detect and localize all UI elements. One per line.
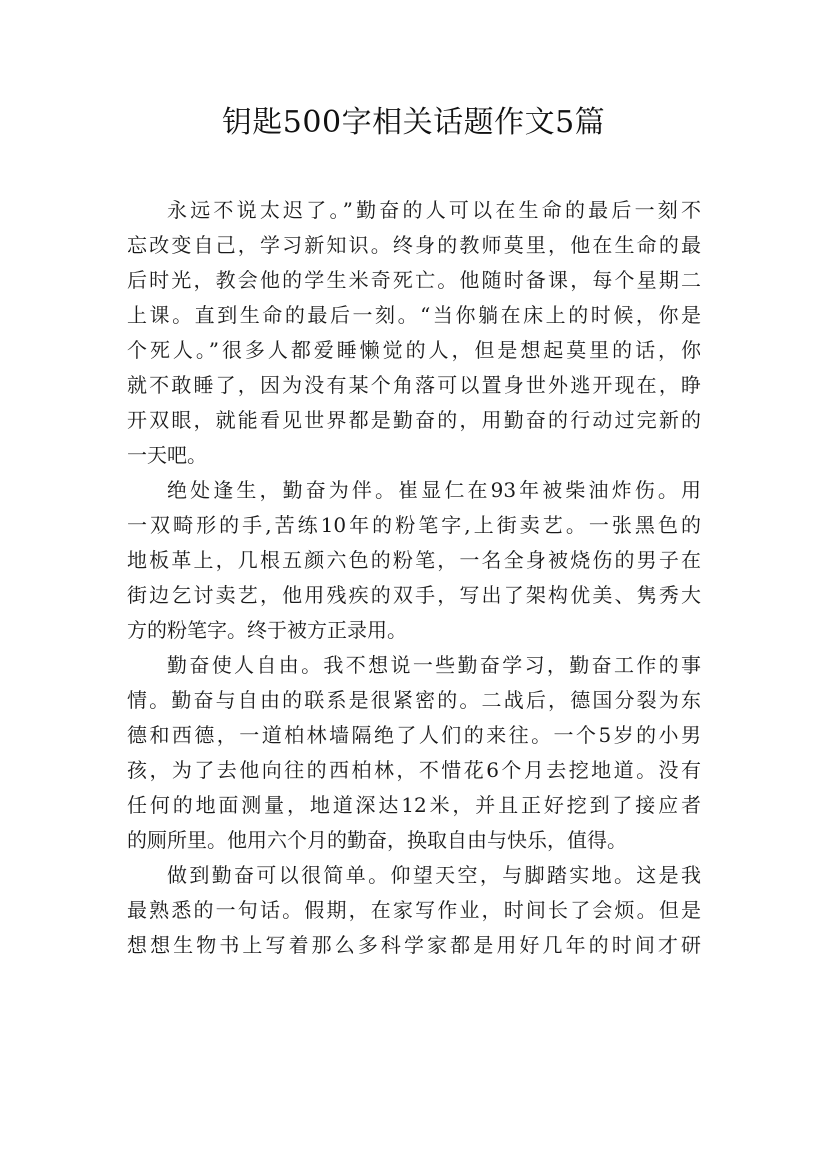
text-line: 勤奋使人自由。我不想说一些勤奋学习，勤奋工作的事 (167, 653, 701, 677)
text-line: 想想生物书上写着那么多科学家都是用好几年的时间才研 (127, 933, 701, 957)
text-line: 就不敢睡了，因为没有某个角落可以置身世外逃开现在，睁 (127, 373, 701, 397)
paragraph-3 (127, 648, 701, 858)
text-line: 地板革上，几根五颜六色的粉笔，一名全身被烧伤的男子在 (127, 548, 701, 572)
text-line: 个死人。”很多人都爱睡懒觉的人，但是想起莫里的话，你 (127, 338, 701, 362)
text-line: 开双眼，就能看见世界都是勤奋的，用勤奋的行动过完新的 (127, 408, 701, 432)
paragraph-1 (127, 193, 701, 473)
text-line: 做到勤奋可以很简单。仰望天空，与脚踏实地。这是我 (167, 863, 701, 887)
text-line: 最熟悉的一句话。假期，在家写作业，时间长了会烦。但是 (127, 898, 701, 922)
text-line: 任何的地面测量，地道深达12米，并且正好挖到了接应者 (127, 793, 701, 817)
text-line: 方的粉笔字。终于被方正录用。 (127, 618, 407, 642)
text-line: 的厕所里。他用六个月的勤奋，换取自由与快乐，值得。 (127, 828, 627, 852)
text-line: 永远不说太迟了。”勤奋的人可以在生命的最后一刻不 (167, 198, 701, 222)
text-line: 孩，为了去他向往的西柏林，不惜花6个月去挖地道。没有 (127, 758, 701, 782)
text-line: 上课。直到生命的最后一刻。“当你躺在床上的时候，你是 (127, 303, 701, 327)
text-line: 一双畸形的手,苦练10年的粉笔字,上街卖艺。一张黑色的 (127, 513, 701, 537)
paragraph-2 (127, 473, 701, 648)
text-line: 德和西德，一道柏林墙隔绝了人们的来往。一个5岁的小男 (127, 723, 701, 747)
text-line: 一天吧。 (127, 443, 207, 467)
text-line: 忘改变自己，学习新知识。终身的教师莫里，他在生命的最 (127, 233, 701, 257)
text-line: 情。勤奋与自由的联系是很紧密的。二战后，德国分裂为东 (127, 688, 701, 712)
document-body (127, 193, 701, 963)
text-line: 绝处逢生，勤奋为伴。崔显仁在93年被柴油炸伤。用 (167, 478, 701, 502)
document-title: 钥匙500字相关话题作文5篇 (221, 105, 606, 140)
text-line: 街边乞讨卖艺，他用残疾的双手，写出了架构优美、隽秀大 (127, 583, 701, 607)
paragraph-4 (127, 858, 701, 963)
text-line: 后时光，教会他的学生米奇死亡。他随时备课，每个星期二 (127, 268, 701, 292)
